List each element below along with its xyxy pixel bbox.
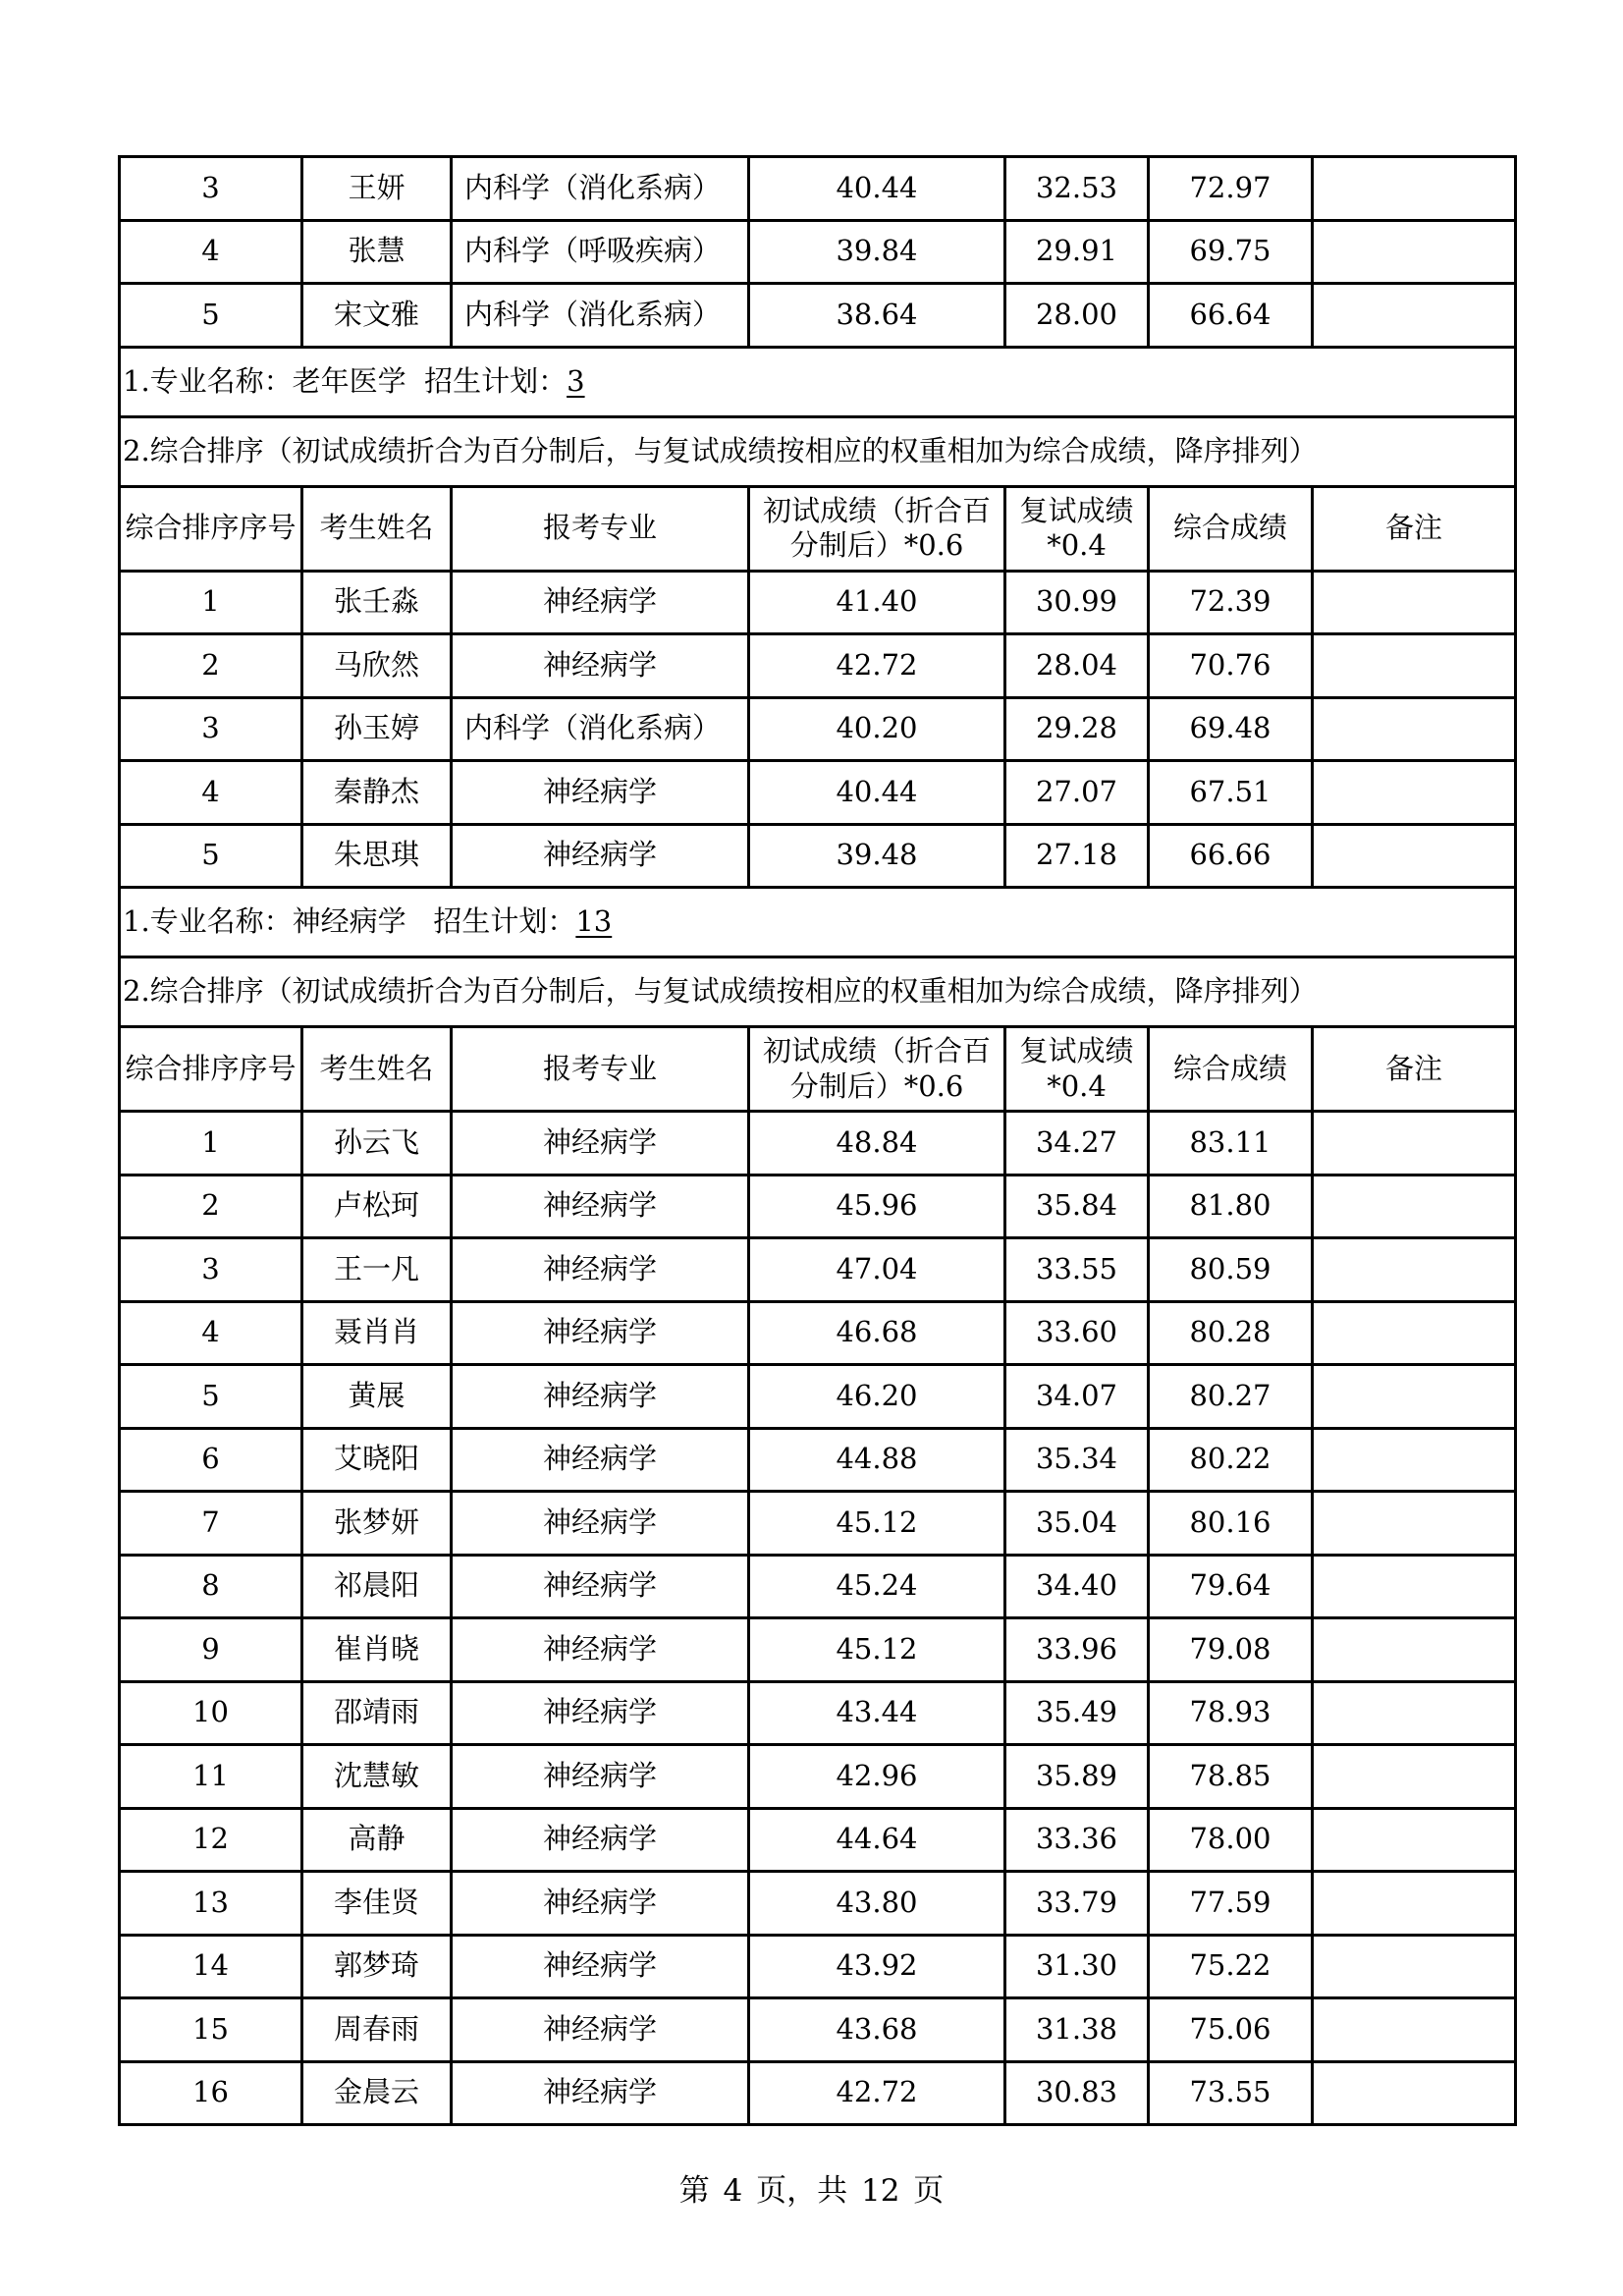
- table-row: [120, 1555, 1516, 1618]
- name-cell: 张梦妍: [302, 1492, 452, 1556]
- name-cell: 朱思琪: [302, 824, 452, 888]
- initial-score-cell: 46.68: [749, 1301, 1005, 1365]
- rank-cell: 8: [120, 1555, 302, 1618]
- retest-score-cell: 35.89: [1005, 1745, 1149, 1809]
- retest-score-cell: 34.40: [1005, 1555, 1149, 1618]
- name-cell: 崔肖晓: [302, 1618, 452, 1682]
- major-cell: 神经病学: [452, 1365, 749, 1429]
- rank-cell: 14: [120, 1935, 302, 1998]
- table-row: [120, 697, 1516, 761]
- table-row: [120, 1301, 1516, 1365]
- major-cell: 神经病学: [452, 824, 749, 888]
- ranking-note-cell: 2.综合排序（初试成绩折合为百分制后，与复试成绩按相应的权重相加为综合成绩，降序排列）: [120, 416, 1516, 486]
- rank-cell: 1: [120, 1112, 302, 1175]
- header-name: 考生姓名: [302, 486, 452, 571]
- major-info-row: [120, 347, 1516, 416]
- remark-cell: [1313, 1555, 1516, 1618]
- initial-score-cell: 45.12: [749, 1492, 1005, 1556]
- major-cell: 神经病学: [452, 1935, 749, 1998]
- retest-score-cell: 35.04: [1005, 1492, 1149, 1556]
- rank-cell: 3: [120, 697, 302, 761]
- total-score-cell: 80.16: [1149, 1492, 1313, 1556]
- remark-cell: [1313, 761, 1516, 825]
- total-score-cell: 70.76: [1149, 634, 1313, 698]
- initial-score-cell: 40.44: [749, 157, 1005, 221]
- retest-score-cell: 28.04: [1005, 634, 1149, 698]
- name-cell: 郭梦琦: [302, 1935, 452, 1998]
- table-row: [120, 1492, 1516, 1556]
- retest-score-cell: 34.07: [1005, 1365, 1149, 1429]
- initial-score-cell: 42.72: [749, 2061, 1005, 2125]
- major-cell: 神经病学: [452, 1998, 749, 2062]
- name-cell: 孙云飞: [302, 1112, 452, 1175]
- initial-score-cell: 47.04: [749, 1238, 1005, 1302]
- initial-score-cell: 43.44: [749, 1681, 1005, 1745]
- remark-cell: [1313, 571, 1516, 634]
- total-score-cell: 80.59: [1149, 1238, 1313, 1302]
- table-row: [120, 1175, 1516, 1238]
- table-header-row: [120, 486, 1516, 571]
- rank-cell: 5: [120, 1365, 302, 1429]
- name-cell: 马欣然: [302, 634, 452, 698]
- major-cell: 神经病学: [452, 1808, 749, 1872]
- initial-score-cell: 43.92: [749, 1935, 1005, 1998]
- retest-score-cell: 35.84: [1005, 1175, 1149, 1238]
- table-row: [120, 1998, 1516, 2062]
- table-row: [120, 1808, 1516, 1872]
- name-cell: 王妍: [302, 157, 452, 221]
- remark-cell: [1313, 284, 1516, 348]
- remark-cell: [1313, 824, 1516, 888]
- rank-cell: 2: [120, 1175, 302, 1238]
- name-cell: 高静: [302, 1808, 452, 1872]
- total-score-cell: 66.66: [1149, 824, 1313, 888]
- retest-score-cell: 31.38: [1005, 1998, 1149, 2062]
- retest-score-cell: 35.49: [1005, 1681, 1149, 1745]
- rank-cell: 16: [120, 2061, 302, 2125]
- name-cell: 秦静杰: [302, 761, 452, 825]
- retest-score-cell: 33.60: [1005, 1301, 1149, 1365]
- rank-cell: 5: [120, 824, 302, 888]
- remark-cell: [1313, 1112, 1516, 1175]
- table-row: [120, 1872, 1516, 1936]
- total-score-cell: 80.27: [1149, 1365, 1313, 1429]
- total-score-cell: 67.51: [1149, 761, 1313, 825]
- name-cell: 艾晓阳: [302, 1428, 452, 1492]
- name-cell: 聂肖肖: [302, 1301, 452, 1365]
- remark-cell: [1313, 1681, 1516, 1745]
- major-cell: 神经病学: [452, 1681, 749, 1745]
- major-cell: 神经病学: [452, 1112, 749, 1175]
- initial-score-cell: 40.44: [749, 761, 1005, 825]
- rank-cell: 9: [120, 1618, 302, 1682]
- table-row: [120, 761, 1516, 825]
- name-cell: 金晨云: [302, 2061, 452, 2125]
- initial-score-cell: 45.12: [749, 1618, 1005, 1682]
- table-row: [120, 1428, 1516, 1492]
- total-score-cell: 79.08: [1149, 1618, 1313, 1682]
- major-cell: 神经病学: [452, 1428, 749, 1492]
- total-score-cell: 78.93: [1149, 1681, 1313, 1745]
- initial-score-cell: 39.84: [749, 220, 1005, 284]
- remark-cell: [1313, 1238, 1516, 1302]
- name-cell: 张慧: [302, 220, 452, 284]
- remark-cell: [1313, 1745, 1516, 1809]
- initial-score-cell: 46.20: [749, 1365, 1005, 1429]
- rank-cell: 10: [120, 1681, 302, 1745]
- header-rank: 综合排序序号: [120, 1027, 302, 1112]
- rank-cell: 7: [120, 1492, 302, 1556]
- table-row: [120, 2061, 1516, 2125]
- retest-score-cell: 27.18: [1005, 824, 1149, 888]
- name-cell: 祁晨阳: [302, 1555, 452, 1618]
- name-cell: 黄展: [302, 1365, 452, 1429]
- retest-score-cell: 30.83: [1005, 2061, 1149, 2125]
- rank-cell: 3: [120, 1238, 302, 1302]
- rank-cell: 12: [120, 1808, 302, 1872]
- major-cell: 神经病学: [452, 1555, 749, 1618]
- header-total-score: 综合成绩: [1149, 486, 1313, 571]
- header-retest-score: 复试成绩*0.4: [1005, 1027, 1149, 1112]
- remark-cell: [1313, 1872, 1516, 1936]
- total-score-cell: 80.28: [1149, 1301, 1313, 1365]
- major-cell: 神经病学: [452, 1745, 749, 1809]
- retest-score-cell: 33.55: [1005, 1238, 1149, 1302]
- remark-cell: [1313, 1301, 1516, 1365]
- remark-cell: [1313, 1428, 1516, 1492]
- name-cell: 张壬淼: [302, 571, 452, 634]
- total-score-cell: 72.97: [1149, 157, 1313, 221]
- major-cell: 神经病学: [452, 2061, 749, 2125]
- major-cell: 神经病学: [452, 761, 749, 825]
- name-cell: 宋文雅: [302, 284, 452, 348]
- major-cell: 神经病学: [452, 571, 749, 634]
- remark-cell: [1313, 157, 1516, 221]
- initial-score-cell: 40.20: [749, 697, 1005, 761]
- header-rank: 综合排序序号: [120, 486, 302, 571]
- rank-cell: 4: [120, 1301, 302, 1365]
- initial-score-cell: 45.24: [749, 1555, 1005, 1618]
- initial-score-cell: 44.64: [749, 1808, 1005, 1872]
- major-info-cell: [120, 347, 1516, 416]
- total-score-cell: 78.00: [1149, 1808, 1313, 1872]
- header-remark: 备注: [1313, 486, 1516, 571]
- major-cell: 神经病学: [452, 1301, 749, 1365]
- table-row: [120, 220, 1516, 284]
- remark-cell: [1313, 1808, 1516, 1872]
- table-row: [120, 571, 1516, 634]
- remark-cell: [1313, 697, 1516, 761]
- major-cell: 神经病学: [452, 1618, 749, 1682]
- name-cell: 邵靖雨: [302, 1681, 452, 1745]
- remark-cell: [1313, 1492, 1516, 1556]
- initial-score-cell: 44.88: [749, 1428, 1005, 1492]
- major-cell: 神经病学: [452, 1492, 749, 1556]
- total-score-cell: 83.11: [1149, 1112, 1313, 1175]
- header-major: 报考专业: [452, 1027, 749, 1112]
- initial-score-cell: 39.48: [749, 824, 1005, 888]
- retest-score-cell: 29.91: [1005, 220, 1149, 284]
- table-row: [120, 1618, 1516, 1682]
- table-row: [120, 1935, 1516, 1998]
- enrollment-plan-value: 3: [567, 363, 585, 398]
- total-score-cell: 77.59: [1149, 1872, 1313, 1936]
- name-cell: 孙玉婷: [302, 697, 452, 761]
- rank-cell: 2: [120, 634, 302, 698]
- remark-cell: [1313, 1618, 1516, 1682]
- table-header-row: [120, 1027, 1516, 1112]
- rank-cell: 13: [120, 1872, 302, 1936]
- total-score-cell: 75.22: [1149, 1935, 1313, 1998]
- initial-score-cell: 48.84: [749, 1112, 1005, 1175]
- major-info-cell: [120, 888, 1516, 957]
- rank-cell: 1: [120, 571, 302, 634]
- header-initial-score: 初试成绩（折合百分制后）*0.6: [749, 1027, 1005, 1112]
- ranking-note-row: [120, 957, 1516, 1027]
- name-cell: 王一凡: [302, 1238, 452, 1302]
- table-row: [120, 634, 1516, 698]
- major-cell: 内科学（呼吸疾病）: [452, 220, 749, 284]
- retest-score-cell: 33.79: [1005, 1872, 1149, 1936]
- page-footer: 第 4 页，共 12 页: [678, 2173, 945, 2209]
- initial-score-cell: 42.96: [749, 1745, 1005, 1809]
- remark-cell: [1313, 2061, 1516, 2125]
- rank-cell: 15: [120, 1998, 302, 2062]
- major-name-label: 1.专业名称：老年医学 招生计划：: [123, 363, 568, 398]
- name-cell: 卢松珂: [302, 1175, 452, 1238]
- header-remark: 备注: [1313, 1027, 1516, 1112]
- retest-score-cell: 31.30: [1005, 1935, 1149, 1998]
- total-score-cell: 66.64: [1149, 284, 1313, 348]
- header-major: 报考专业: [452, 486, 749, 571]
- rank-cell: 4: [120, 761, 302, 825]
- ranking-note-cell: 2.综合排序（初试成绩折合为百分制后，与复试成绩按相应的权重相加为综合成绩，降序排列）: [120, 957, 1516, 1027]
- table-row: [120, 1238, 1516, 1302]
- major-cell: 内科学（消化系病）: [452, 697, 749, 761]
- name-cell: 沈慧敏: [302, 1745, 452, 1809]
- major-info-row: [120, 888, 1516, 957]
- name-cell: 李佳贤: [302, 1872, 452, 1936]
- major-cell: 神经病学: [452, 1872, 749, 1936]
- major-cell: 神经病学: [452, 634, 749, 698]
- rank-cell: 3: [120, 157, 302, 221]
- total-score-cell: 79.64: [1149, 1555, 1313, 1618]
- header-initial-score: 初试成绩（折合百分制后）*0.6: [749, 486, 1005, 571]
- rank-cell: 11: [120, 1745, 302, 1809]
- major-cell: 神经病学: [452, 1238, 749, 1302]
- enrollment-plan-value: 13: [575, 904, 613, 939]
- remark-cell: [1313, 1998, 1516, 2062]
- major-name-label: 1.专业名称：神经病学 招生计划：: [123, 904, 576, 939]
- header-name: 考生姓名: [302, 1027, 452, 1112]
- table-row: [120, 1365, 1516, 1429]
- retest-score-cell: 33.96: [1005, 1618, 1149, 1682]
- initial-score-cell: 42.72: [749, 634, 1005, 698]
- retest-score-cell: 29.28: [1005, 697, 1149, 761]
- remark-cell: [1313, 634, 1516, 698]
- retest-score-cell: 28.00: [1005, 284, 1149, 348]
- rank-cell: 4: [120, 220, 302, 284]
- table-row: [120, 1112, 1516, 1175]
- total-score-cell: 73.55: [1149, 2061, 1313, 2125]
- remark-cell: [1313, 1365, 1516, 1429]
- retest-score-cell: 27.07: [1005, 761, 1149, 825]
- table-row: [120, 1745, 1516, 1809]
- retest-score-cell: 33.36: [1005, 1808, 1149, 1872]
- retest-score-cell: 34.27: [1005, 1112, 1149, 1175]
- total-score-cell: 69.48: [1149, 697, 1313, 761]
- major-cell: 内科学（消化系病）: [452, 284, 749, 348]
- table-row: [120, 284, 1516, 348]
- header-retest-score: 复试成绩*0.4: [1005, 486, 1149, 571]
- total-score-cell: 78.85: [1149, 1745, 1313, 1809]
- initial-score-cell: 41.40: [749, 571, 1005, 634]
- retest-score-cell: 30.99: [1005, 571, 1149, 634]
- retest-score-cell: 35.34: [1005, 1428, 1149, 1492]
- initial-score-cell: 43.68: [749, 1998, 1005, 2062]
- remark-cell: [1313, 1935, 1516, 1998]
- initial-score-cell: 43.80: [749, 1872, 1005, 1936]
- rank-cell: 5: [120, 284, 302, 348]
- total-score-cell: 69.75: [1149, 220, 1313, 284]
- remark-cell: [1313, 1175, 1516, 1238]
- remark-cell: [1313, 220, 1516, 284]
- total-score-cell: 75.06: [1149, 1998, 1313, 2062]
- total-score-cell: 80.22: [1149, 1428, 1313, 1492]
- initial-score-cell: 45.96: [749, 1175, 1005, 1238]
- retest-score-cell: 32.53: [1005, 157, 1149, 221]
- major-cell: 神经病学: [452, 1175, 749, 1238]
- table-row: [120, 1681, 1516, 1745]
- header-total-score: 综合成绩: [1149, 1027, 1313, 1112]
- table-row: [120, 157, 1516, 221]
- name-cell: 周春雨: [302, 1998, 452, 2062]
- initial-score-cell: 38.64: [749, 284, 1005, 348]
- ranking-note-row: [120, 416, 1516, 486]
- major-cell: 内科学（消化系病）: [452, 157, 749, 221]
- table-row: [120, 824, 1516, 888]
- total-score-cell: 72.39: [1149, 571, 1313, 634]
- score-table: [118, 155, 1517, 2126]
- rank-cell: 6: [120, 1428, 302, 1492]
- total-score-cell: 81.80: [1149, 1175, 1313, 1238]
